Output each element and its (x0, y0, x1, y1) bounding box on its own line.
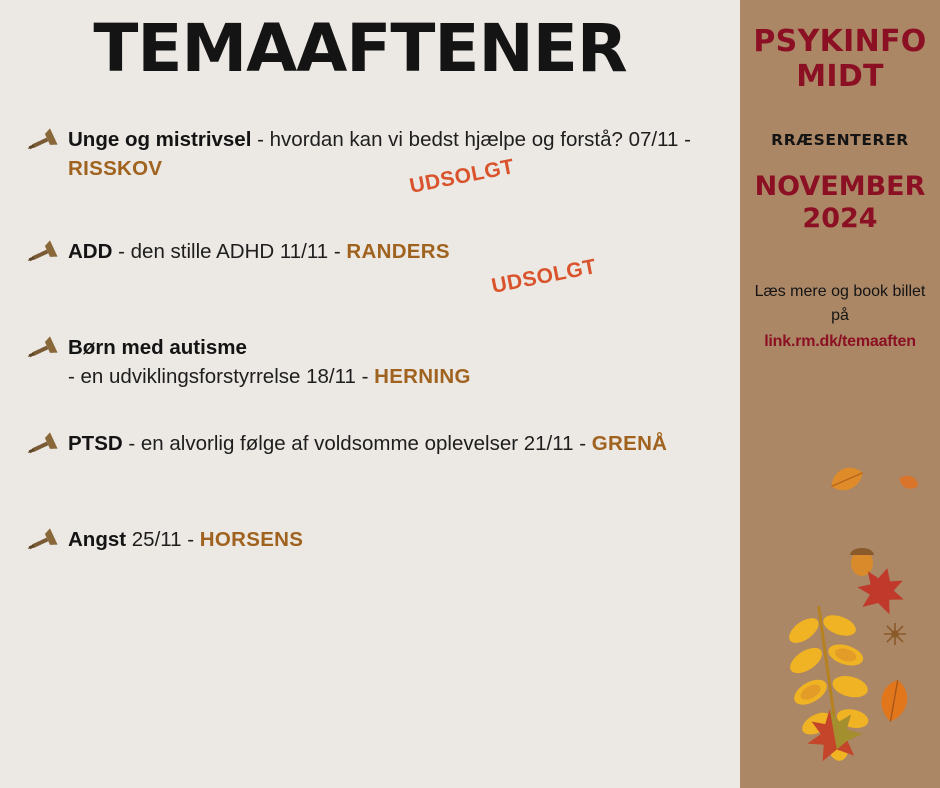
event-city: HERNING (374, 365, 471, 389)
event-city: HORSENS (199, 528, 304, 552)
status-badge: UDSOLGT (407, 155, 517, 199)
event-list (0, 125, 740, 621)
event-title: Angst (68, 528, 127, 552)
event-text (68, 525, 303, 554)
event-description: - hvordan kan vi bedst hjælpe og forstå? 07/11 - (251, 128, 691, 152)
event-description: 25/11 - (126, 528, 200, 552)
event-title: PTSD (68, 432, 123, 456)
year-label: 2024 (802, 203, 878, 235)
event-description: - en udviklingsforstyrrelse 18/11 - (68, 365, 375, 389)
event-description: - en alvorlig følge af voldsomme oplevelser 21/11 - (122, 432, 592, 456)
page-title: TEMAAFTENER (93, 10, 627, 87)
booking-text (740, 280, 940, 354)
list-item[interactable] (26, 333, 740, 429)
pushpin-icon (26, 335, 58, 365)
list-item[interactable] (26, 237, 740, 333)
list-item[interactable] (26, 125, 740, 237)
event-title: Unge og mistrivsel (68, 128, 252, 152)
event-text (68, 237, 450, 266)
presents-label: RRÆSENTERER (771, 130, 909, 149)
sidebar (740, 0, 940, 788)
event-description: - den stille ADHD 11/11 - (112, 240, 347, 264)
brand-name (740, 24, 940, 95)
month-label: NOVEMBER (754, 170, 926, 202)
booking-instructions: Læs mere og book billet på (754, 282, 926, 324)
pushpin-icon (26, 239, 58, 269)
status-badge: UDSOLGT (489, 255, 599, 299)
event-text (68, 125, 708, 183)
autumn-leaves-decoration (740, 455, 940, 788)
pushpin-icon (26, 431, 58, 461)
pushpin-icon (26, 527, 58, 557)
brand-line-1: PSYKINFO (753, 24, 927, 59)
list-item[interactable] (26, 525, 740, 621)
event-text (68, 429, 667, 458)
event-text (68, 333, 471, 391)
list-item[interactable] (26, 429, 740, 525)
event-city: RISSKOV (68, 157, 163, 181)
brand-line-2: MIDT (796, 59, 884, 95)
event-city: RANDERS (346, 240, 450, 264)
booking-link[interactable]: link.rm.dk/temaaften (764, 332, 916, 350)
pushpin-icon (26, 127, 58, 157)
event-title: Børn med autisme (68, 336, 247, 360)
event-city: GRENÅ (591, 432, 668, 456)
event-title: ADD (68, 240, 113, 264)
